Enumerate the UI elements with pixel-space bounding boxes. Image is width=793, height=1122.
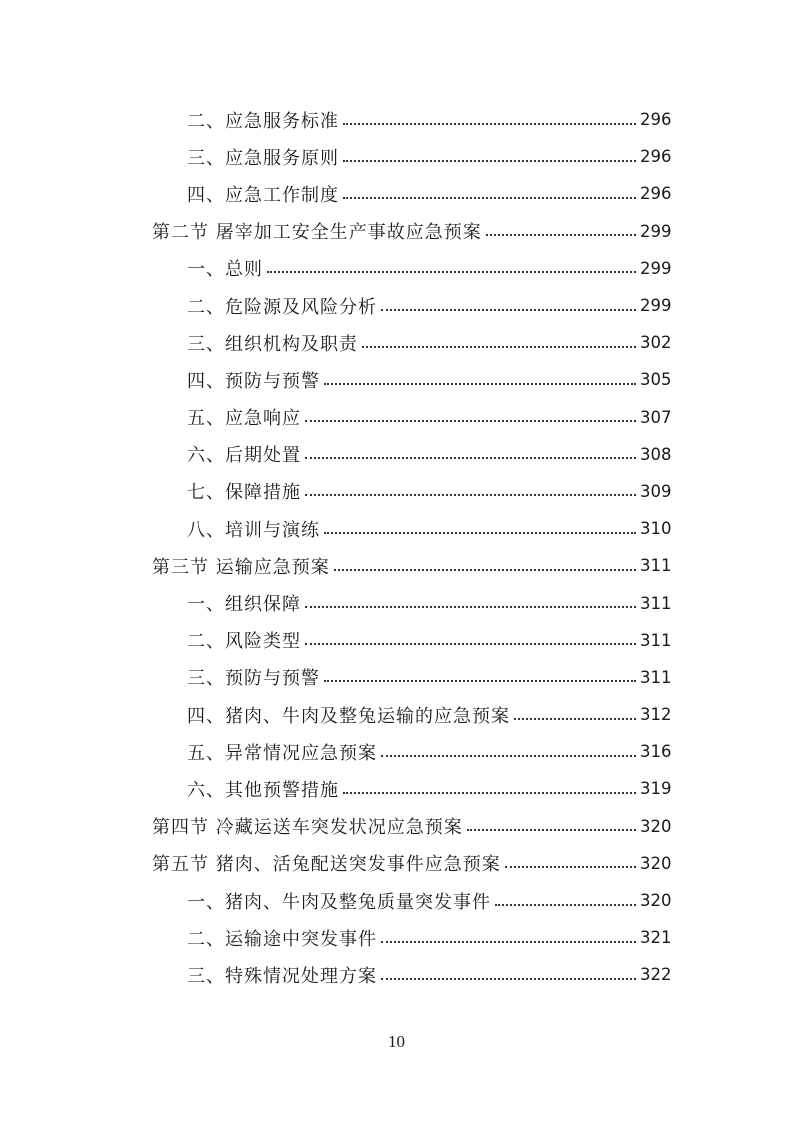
toc-entry-label: 三、特殊情况处理方案 — [187, 962, 381, 988]
toc-dot-leader — [343, 792, 636, 794]
toc-dot-leader — [486, 234, 636, 236]
toc-entry-label: 四、猪肉、牛肉及整兔运输的应急预案 — [187, 702, 514, 728]
toc-item-entry[interactable] — [0, 287, 793, 324]
toc-entry-page-number: 322 — [640, 965, 672, 985]
toc-dot-leader — [305, 420, 636, 422]
toc-dot-leader — [381, 941, 636, 943]
toc-dot-leader — [267, 271, 636, 273]
toc-dot-leader — [343, 123, 636, 125]
toc-entry-page-number: 308 — [640, 444, 672, 464]
table-of-contents — [0, 101, 793, 994]
toc-item-entry[interactable] — [0, 250, 793, 287]
toc-entry-page-number: 299 — [640, 296, 672, 316]
toc-entry-page-number: 319 — [640, 779, 672, 799]
toc-entry-label: 第四节 冷藏运送车突发状况应急预案 — [152, 813, 467, 839]
toc-item-entry[interactable] — [0, 436, 793, 473]
toc-entry-label: 第五节 猪肉、活兔配送突发事件应急预案 — [152, 850, 505, 876]
toc-section-entry[interactable] — [0, 547, 793, 584]
toc-entry-label: 二、应急服务标准 — [187, 107, 343, 133]
toc-entry-page-number: 311 — [640, 630, 672, 650]
toc-entry-label: 第三节 运输应急预案 — [152, 553, 334, 579]
toc-entry-label: 三、预防与预警 — [187, 664, 324, 690]
toc-entry-page-number: 296 — [640, 110, 672, 130]
toc-entry-page-number: 311 — [640, 667, 672, 687]
toc-item-entry[interactable] — [0, 361, 793, 398]
toc-item-entry[interactable] — [0, 101, 793, 138]
toc-dot-leader — [324, 383, 636, 385]
toc-dot-leader — [505, 866, 636, 868]
toc-entry-page-number: 310 — [640, 519, 672, 539]
toc-dot-leader — [467, 829, 636, 831]
toc-entry-label: 一、猪肉、牛肉及整兔质量突发事件 — [187, 888, 495, 914]
toc-entry-label: 六、后期处置 — [187, 441, 305, 467]
toc-item-entry[interactable] — [0, 399, 793, 436]
toc-entry-label: 第二节 屠宰加工安全生产事故应急预案 — [152, 218, 486, 244]
toc-entry-page-number: 309 — [640, 481, 672, 501]
toc-entry-label: 三、组织机构及职责 — [187, 330, 362, 356]
toc-item-entry[interactable] — [0, 882, 793, 919]
toc-entry-page-number: 305 — [640, 370, 672, 390]
toc-entry-label: 四、预防与预警 — [187, 367, 324, 393]
toc-entry-page-number: 320 — [640, 853, 672, 873]
toc-entry-label: 五、异常情况应急预案 — [187, 739, 381, 765]
toc-entry-page-number: 320 — [640, 891, 672, 911]
toc-entry-page-number: 312 — [640, 705, 672, 725]
toc-section-entry[interactable] — [0, 213, 793, 250]
toc-entry-label: 八、培训与演练 — [187, 516, 324, 542]
toc-entry-page-number: 321 — [640, 928, 672, 948]
page-number: 10 — [388, 1032, 405, 1051]
toc-item-entry[interactable] — [0, 175, 793, 212]
toc-item-entry[interactable] — [0, 324, 793, 361]
toc-item-entry[interactable] — [0, 473, 793, 510]
toc-dot-leader — [305, 606, 636, 608]
toc-dot-leader — [495, 904, 636, 906]
toc-entry-label: 二、运输途中突发事件 — [187, 925, 381, 951]
toc-entry-page-number: 299 — [640, 258, 672, 278]
toc-dot-leader — [305, 494, 636, 496]
toc-dot-leader — [343, 160, 636, 162]
toc-item-entry[interactable] — [0, 622, 793, 659]
toc-entry-page-number: 320 — [640, 816, 672, 836]
toc-dot-leader — [381, 309, 636, 311]
toc-entry-label: 二、风险类型 — [187, 627, 305, 653]
toc-dot-leader — [514, 718, 636, 720]
toc-dot-leader — [362, 346, 636, 348]
toc-entry-page-number: 296 — [640, 147, 672, 167]
toc-item-entry[interactable] — [0, 659, 793, 696]
toc-item-entry[interactable] — [0, 956, 793, 993]
toc-entry-page-number: 307 — [640, 407, 672, 427]
toc-dot-leader — [305, 643, 636, 645]
toc-entry-label: 四、应急工作制度 — [187, 181, 343, 207]
toc-entry-label: 二、危险源及风险分析 — [187, 293, 381, 319]
toc-dot-leader — [381, 978, 636, 980]
toc-item-entry[interactable] — [0, 733, 793, 770]
toc-entry-page-number: 299 — [640, 221, 672, 241]
toc-section-entry[interactable] — [0, 845, 793, 882]
toc-entry-label: 六、其他预警措施 — [187, 776, 343, 802]
toc-dot-leader — [334, 569, 636, 571]
toc-item-entry[interactable] — [0, 770, 793, 807]
toc-item-entry[interactable] — [0, 696, 793, 733]
toc-entry-page-number: 311 — [640, 556, 672, 576]
toc-entry-page-number: 316 — [640, 742, 672, 762]
toc-dot-leader — [305, 457, 636, 459]
toc-item-entry[interactable] — [0, 919, 793, 956]
toc-entry-page-number: 296 — [640, 184, 672, 204]
toc-entry-page-number: 302 — [640, 333, 672, 353]
toc-entry-label: 一、总则 — [187, 255, 267, 281]
toc-item-entry[interactable] — [0, 510, 793, 547]
toc-dot-leader — [324, 532, 636, 534]
toc-section-entry[interactable] — [0, 808, 793, 845]
toc-dot-leader — [381, 755, 636, 757]
toc-entry-label: 一、组织保障 — [187, 590, 305, 616]
toc-entry-label: 五、应急响应 — [187, 404, 305, 430]
toc-entry-page-number: 311 — [640, 593, 672, 613]
toc-dot-leader — [324, 680, 636, 682]
toc-dot-leader — [343, 197, 636, 199]
toc-entry-label: 七、保障措施 — [187, 478, 305, 504]
toc-item-entry[interactable] — [0, 584, 793, 621]
toc-entry-label: 三、应急服务原则 — [187, 144, 343, 170]
toc-item-entry[interactable] — [0, 138, 793, 175]
